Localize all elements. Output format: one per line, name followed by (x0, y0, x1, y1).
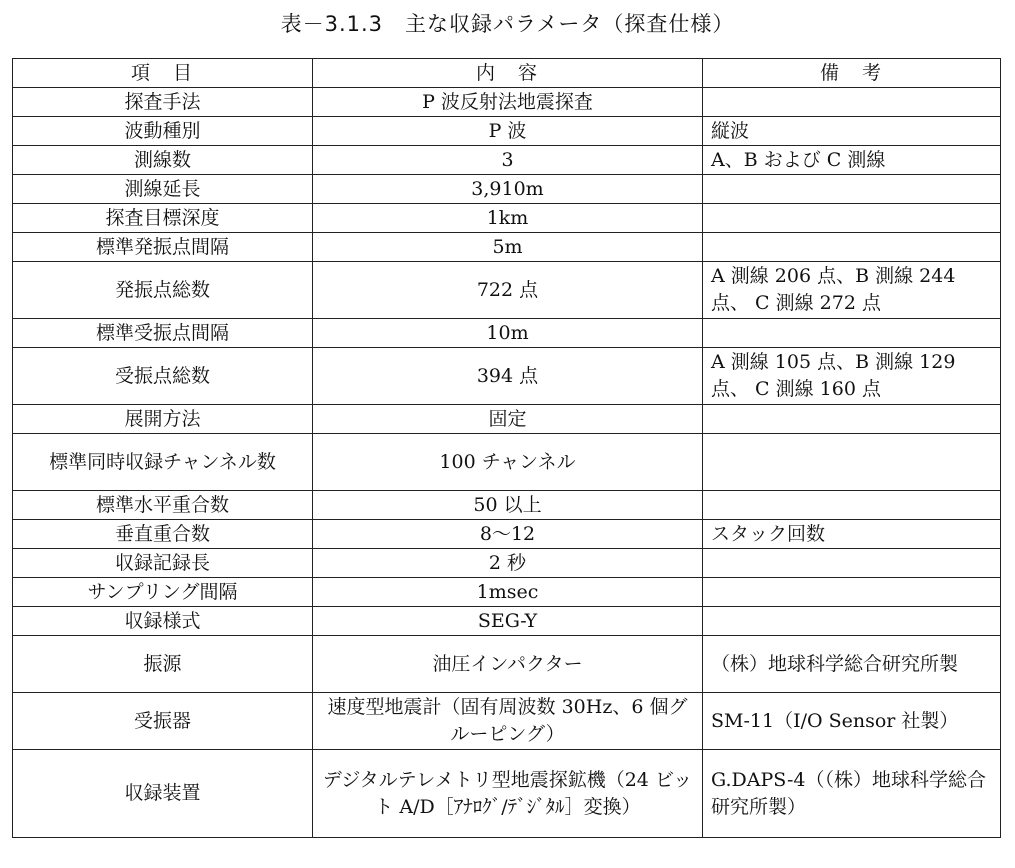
table-row (13, 693, 1001, 750)
table-row (13, 520, 1001, 549)
table-row (13, 233, 1001, 262)
note-cell: A 測線 105 点、B 測線 129 点、 C 測線 160 点 (703, 348, 1001, 405)
table-row (13, 204, 1001, 233)
note-cell (703, 549, 1001, 578)
table-row (13, 117, 1001, 146)
table-row (13, 549, 1001, 578)
note-cell (703, 204, 1001, 233)
table-row (13, 146, 1001, 175)
item-cell: 発振点総数 (13, 262, 313, 319)
content-cell: 394 点 (313, 348, 703, 405)
item-cell: 受振点総数 (13, 348, 313, 405)
content-cell: デジタルテレメトリ型地震探鉱機（24 ビット A/D［ｱﾅﾛｸﾞ/ﾃﾞｼﾞﾀﾙ］変換） (313, 750, 703, 838)
content-cell: 5m (313, 233, 703, 262)
item-cell: 標準水平重合数 (13, 491, 313, 520)
content-cell: 1km (313, 204, 703, 233)
item-cell: 探査目標深度 (13, 204, 313, 233)
item-cell: 標準発振点間隔 (13, 233, 313, 262)
table-row (13, 88, 1001, 117)
item-cell: 標準同時収録チャンネル数 (13, 434, 313, 491)
note-cell (703, 607, 1001, 636)
content-cell: 10m (313, 319, 703, 348)
content-cell: SEG-Y (313, 607, 703, 636)
content-cell: 固定 (313, 405, 703, 434)
table-title: 表－3.1.3 主な収録パラメータ（探査仕様） (280, 12, 735, 36)
note-cell: A、B および C 測線 (703, 146, 1001, 175)
header-note: 備 考 (703, 59, 1001, 88)
item-cell: 標準受振点間隔 (13, 319, 313, 348)
table-row (13, 636, 1001, 693)
content-cell: 速度型地震計（固有周波数 30Hz、6 個グルーピング） (313, 693, 703, 750)
note-cell (703, 175, 1001, 204)
content-cell: 50 以上 (313, 491, 703, 520)
note-cell (703, 233, 1001, 262)
note-cell (703, 319, 1001, 348)
content-cell: 3,910m (313, 175, 703, 204)
content-cell: 100 チャンネル (313, 434, 703, 491)
content-cell: P 波反射法地震探査 (313, 88, 703, 117)
note-cell: SM-11（I/O Sensor 社製） (703, 693, 1001, 750)
note-cell: 縦波 (703, 117, 1001, 146)
item-cell: 収録装置 (13, 750, 313, 838)
note-cell (703, 88, 1001, 117)
item-cell: 垂直重合数 (13, 520, 313, 549)
table-row (13, 578, 1001, 607)
item-cell: 探査手法 (13, 88, 313, 117)
note-cell: スタック回数 (703, 520, 1001, 549)
table-row (13, 262, 1001, 319)
item-cell: 測線延長 (13, 175, 313, 204)
content-cell: 3 (313, 146, 703, 175)
table-row (13, 434, 1001, 491)
note-cell (703, 578, 1001, 607)
table-row (13, 750, 1001, 838)
note-cell: G.DAPS-4（（株）地球科学総合研究所製） (703, 750, 1001, 838)
content-cell: 1msec (313, 578, 703, 607)
table-row (13, 491, 1001, 520)
item-cell: 収録記録長 (13, 549, 313, 578)
header-row (13, 59, 1001, 88)
table-row (13, 348, 1001, 405)
header-item: 項 目 (13, 59, 313, 88)
content-cell: 8～12 (313, 520, 703, 549)
item-cell: 収録様式 (13, 607, 313, 636)
item-cell: 測線数 (13, 146, 313, 175)
table-row (13, 405, 1001, 434)
parameter-table (12, 58, 1001, 838)
table-row (13, 175, 1001, 204)
note-cell (703, 405, 1001, 434)
note-cell (703, 434, 1001, 491)
item-cell: 展開方法 (13, 405, 313, 434)
note-cell (703, 491, 1001, 520)
item-cell: 波動種別 (13, 117, 313, 146)
content-cell: 油圧インパクター (313, 636, 703, 693)
note-cell: （株）地球科学総合研究所製 (703, 636, 1001, 693)
item-cell: 振源 (13, 636, 313, 693)
table-row (13, 319, 1001, 348)
header-content: 内 容 (313, 59, 703, 88)
item-cell: サンプリング間隔 (13, 578, 313, 607)
table-row (13, 607, 1001, 636)
content-cell: 2 秒 (313, 549, 703, 578)
content-cell: P 波 (313, 117, 703, 146)
content-cell: 722 点 (313, 262, 703, 319)
item-cell: 受振器 (13, 693, 313, 750)
note-cell: A 測線 206 点、B 測線 244 点、 C 測線 272 点 (703, 262, 1001, 319)
